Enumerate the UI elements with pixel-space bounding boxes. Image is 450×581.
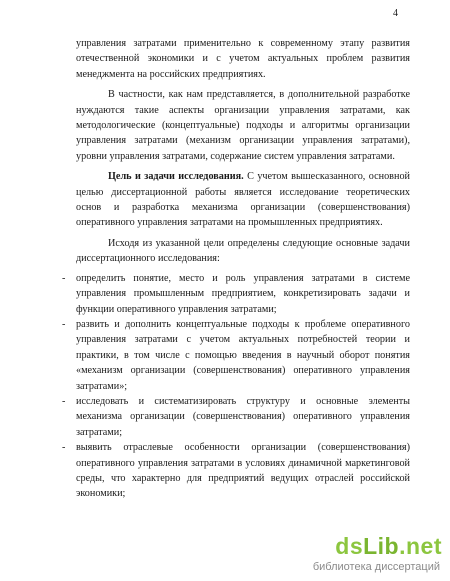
paragraph-3-text: С учетом вышесказанного, основной целью диссертационной работы является исследование теоретических основ и разработка механизма организации (совершенствования) оперативного управления затратами на промышленных предприятиях. (76, 171, 410, 229)
watermark-logo (335, 533, 442, 560)
document-body (62, 36, 410, 502)
list-item (62, 440, 410, 502)
task-list (62, 271, 410, 502)
dash-marker: - (62, 272, 66, 284)
dash-marker: - (62, 395, 66, 407)
dash-marker: - (62, 318, 66, 330)
logo-net: .net (399, 533, 442, 559)
list-item-text: развить и дополнить концептуальные подходы к проблеме оперативного управления затратами с учетом актуальных потребностей теории и практики, в том числе с помощью введения в научный оборот понятия «механизм организации (совершенствования) оперативного управления затратами»; (76, 318, 410, 392)
dash-marker: - (62, 442, 66, 454)
paragraph-3 (76, 169, 410, 231)
logo-lib: Lib (363, 533, 400, 559)
paragraph-4: Исходя из указанной цели определены следующие основные задачи диссертационного исследования: (76, 237, 410, 265)
paragraph-2: В частности, как нам представляется, в дополнительной разработке нуждаются такие аспекты организации управления затратами, как методологические (концептуальные) подходы и алгоритмы организации управления затратами (механизм организации управления затратами), уровни управления затратами, содержание систем управления затратами. (76, 89, 410, 162)
list-item (62, 394, 410, 440)
list-item-text: исследовать и систематизировать структуру и основные элементы механизма организации (совершенствования) оперативного управления затратами; (76, 395, 410, 438)
list-item (62, 271, 410, 317)
logo-ds: ds (335, 533, 364, 559)
list-item-text: выявить отраслевые особенности организации (совершенствования) оперативного управления затратами в условиях динамичной маркетинговой среды, что характерно для предприятий ведущих отраслей российской экономики; (76, 442, 410, 500)
watermark-tagline: библиотека диссертаций (312, 561, 440, 573)
list-item (62, 317, 410, 394)
watermark (292, 533, 442, 577)
list-item-text: определить понятие, место и роль управления затратами в системе управления промышленным предприятием, конкретизировать задачи и функции оперативного управления затратами; (76, 272, 410, 315)
page-number: 4 (393, 8, 398, 19)
section-heading-goals: Цель и задачи исследования. (108, 171, 244, 183)
paragraph-1: управления затратами применительно к современному этапу развития отечественной экономики и с учетом актуальных проблем развития менеджмента на российских предприятиях. (76, 38, 410, 80)
